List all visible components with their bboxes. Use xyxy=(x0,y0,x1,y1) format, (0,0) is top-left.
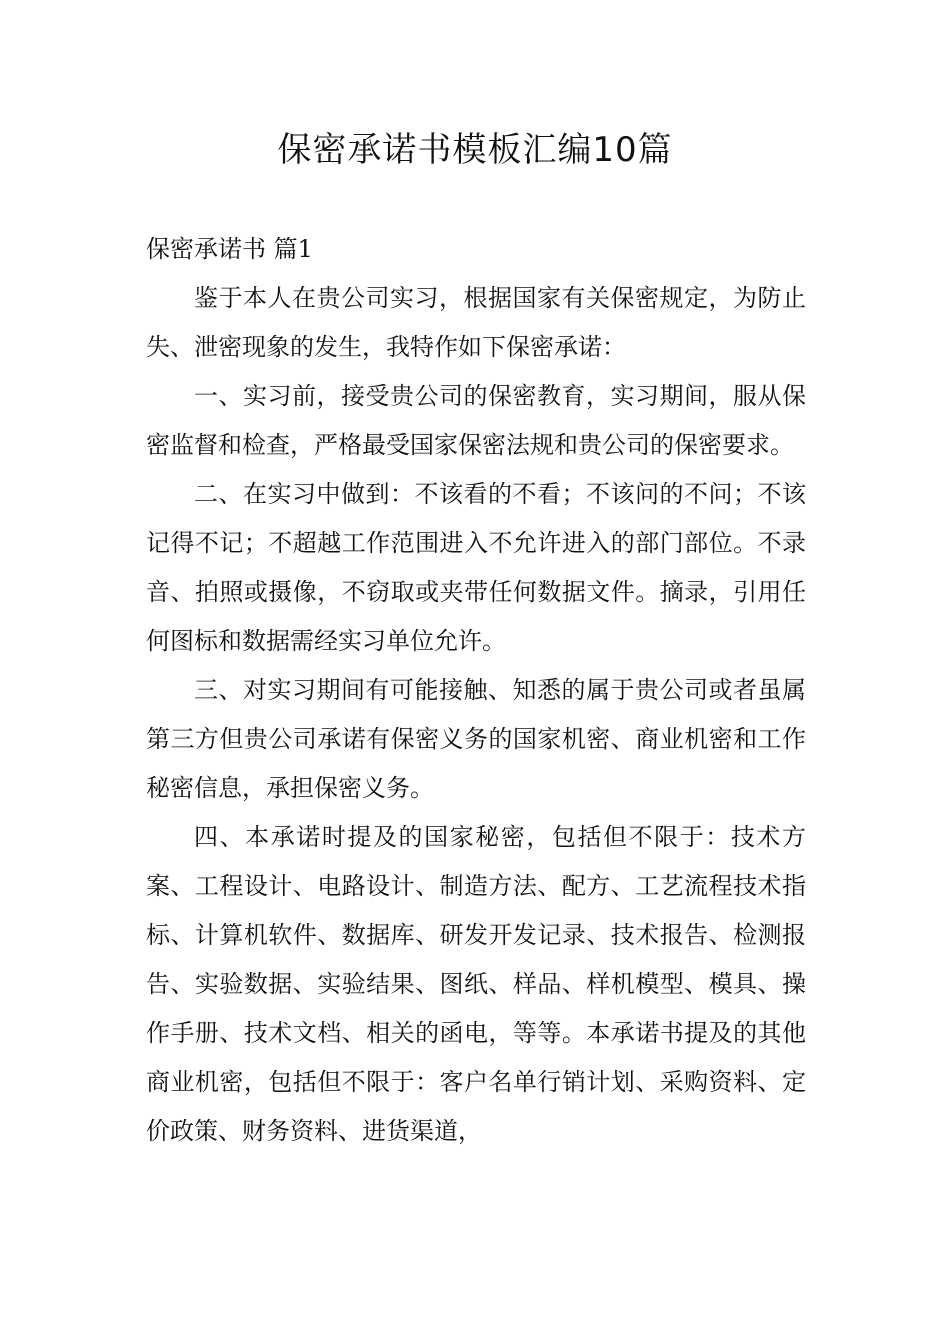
paragraph-item-2: 二、在实习中做到：不该看的不看；不该问的不问；不该记得不记；不超越工作范围进入不允许进入的部门部位。不录音、拍照或摄像，不窃取或夹带任何数据文件。摘录，引用任何图标和数据需经实习单位允许。 xyxy=(146,480,806,655)
section-heading: 保密承诺书 篇1 xyxy=(146,235,313,263)
paragraph-intro: 鉴于本人在贵公司实习，根据国家有关保密规定，为防止失、泄密现象的发生，我特作如下保密承诺： xyxy=(146,284,806,361)
paragraph-item-1: 一、实习前，接受贵公司的保密教育，实习期间，服从保密监督和检查，严格最受国家保密法规和贵公司的保密要求。 xyxy=(146,382,806,459)
paragraph-item-4: 四、本承诺时提及的国家秘密，包括但不限于：技术方案、工程设计、电路设计、制造方法、配方、工艺流程技术指标、计算机软件、数据库、研发开发记录、技术报告、检测报告、实验数据、实验结果、图纸、样品、样机模型、模具、操作手册、技术文档、相关的函电，等等。本承诺书提及的其他商业机密，包括但不限于：客户名单行销计划、采购资料、定价政策、财务资料、进货渠道， xyxy=(146,823,806,1145)
document-body xyxy=(146,225,806,1156)
document-title: 保密承诺书模板汇编10篇 xyxy=(277,130,673,170)
paragraph-item-3: 三、对实习期间有可能接触、知悉的属于贵公司或者虽属第三方但贵公司承诺有保密义务的国家机密、商业机密和工作秘密信息，承担保密义务。 xyxy=(146,676,806,802)
